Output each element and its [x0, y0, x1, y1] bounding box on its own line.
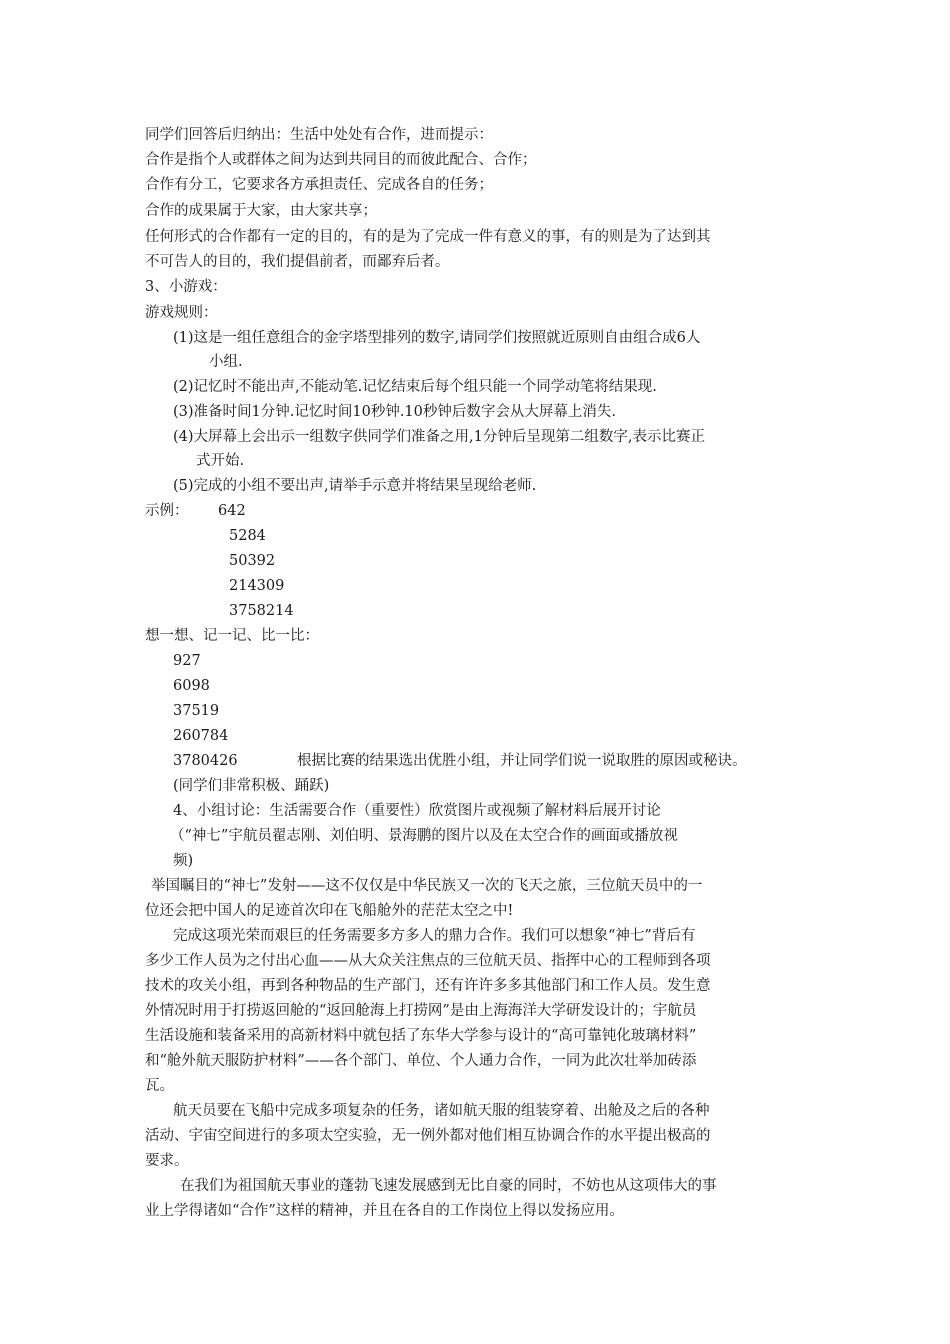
paragraph-line: 瓦。	[145, 1078, 174, 1094]
example-number: 214309	[229, 578, 285, 594]
rule-item: (2)记忆时不能出声,不能动笔.记忆结束后每个组只能一个同学动笔将结果现.	[173, 379, 657, 395]
intro-line: 合作有分工，它要求各方承担责任、完成各自的任务；	[145, 177, 493, 193]
section4-sub: （“神七”宇航员翟志刚、刘伯明、景海鹏的图片以及在太空合作的画面或播放视	[170, 828, 678, 844]
paragraph-line: 多少工作人员为之付出心血——从大众关注焦点的三位航天员、指挥中心的工程师到各项	[145, 953, 711, 969]
section4-title: 4、小组讨论：生活需要合作（重要性）欣赏图片或视频了解材料后展开讨论	[173, 803, 661, 819]
intro-line: 合作是指个人或群体之间为达到共同目的而彼此配合、合作；	[145, 152, 537, 168]
paragraph-line: 生活设施和装备采用的高新材料中就包括了东华大学参与设计的“高可靠钝化玻璃材料”	[145, 1028, 697, 1044]
paragraph-line: 和“舱外航天服防护材料”——各个部门、单位、个人通力合作，一同为此次壮举加砖添	[145, 1053, 697, 1069]
example-number: 5284	[229, 528, 266, 544]
example-number: 3758214	[229, 603, 294, 619]
think-number: 927	[173, 653, 201, 669]
paragraph-line: 位还会把中国人的足迹首次印在飞船舱外的茫茫太空之中!	[145, 903, 514, 919]
paragraph-line: 完成这项光荣而艰巨的任务需要多方多人的鼎力合作。我们可以想象“神七”背后有	[173, 928, 696, 944]
paragraph-line: 航天员要在飞船中完成多项复杂的任务，诸如航天服的组装穿着、出舱及之后的各种	[173, 1103, 710, 1119]
paragraph-line: 在我们为祖国航天事业的蓬勃飞速发展感到无比自豪的同时，不妨也从这项伟大的事	[180, 1178, 717, 1194]
rule-item: (4)大屏幕上会出示一组数字供同学们准备之用,1分钟后呈现第二组数字,表示比赛正	[173, 429, 705, 445]
section4-sub: 频)	[173, 853, 194, 869]
example-label: 示例：	[145, 503, 189, 519]
paragraph-line: 业上学得诸如“合作”这样的精神，并且在各自的工作岗位上得以发扬应用。	[145, 1203, 624, 1219]
paragraph-line: 要求。	[145, 1153, 189, 1169]
rule-item: (3)准备时间1分钟.记忆时间10秒钟.10秒钟后数字会从大屏幕上消失.	[173, 404, 616, 420]
result-note: (同学们非常积极、踊跃)	[173, 778, 330, 794]
result-text: 根据比赛的结果选出优胜小组，并让同学们说一说取胜的原因或秘诀。	[297, 753, 747, 769]
rule-item: (1)这是一组任意组合的金字塔型排列的数字,请同学们按照就近原则自由组合成6人	[173, 330, 701, 346]
rule-item: (5)完成的小组不要出声,请举手示意并将结果呈现给老师.	[173, 478, 537, 494]
think-number: 3780426	[173, 753, 238, 769]
paragraph-line: 外情况时用于打捞返回舱的“返回舱海上打捞网”是由上海海洋大学研发设计的；宇航员	[145, 1003, 697, 1019]
rules-title: 游戏规则：	[145, 305, 218, 321]
paragraph-line: 技术的攻关小组，再到各种物品的生产部门，还有许许多多其他部门和工作人员。发生意	[145, 978, 711, 994]
intro-line: 同学们回答后归纳出：生活中处处有合作，进而提示：	[145, 127, 493, 143]
think-number: 37519	[173, 703, 220, 719]
intro-line: 任何形式的合作都有一定的目的，有的是为了完成一件有意义的事，有的则是为了达到其	[145, 229, 711, 245]
paragraph-line: 举国瞩目的“神七”发射——这不仅仅是中华民族又一次的飞天之旅，三位航天员中的一	[151, 878, 703, 894]
think-title: 想一想、记一记、比一比：	[145, 628, 319, 644]
intro-line: 合作的成果属于大家，由大家共享；	[145, 203, 377, 219]
example-number: 50392	[229, 553, 276, 569]
section3-title: 3、小游戏：	[145, 279, 227, 295]
paragraph-line: 活动、宇宙空间进行的多项太空实验，无一例外都对他们相互协调合作的水平提出极高的	[145, 1128, 711, 1144]
intro-line: 不可告人的目的，我们提倡前者，而鄙弃后者。	[145, 254, 450, 270]
rule-item-continued: 小组.	[209, 354, 243, 370]
example-number: 642	[218, 503, 246, 519]
think-number: 260784	[173, 728, 229, 744]
think-number: 6098	[173, 678, 210, 694]
rule-item-continued: 式开始.	[196, 453, 245, 469]
